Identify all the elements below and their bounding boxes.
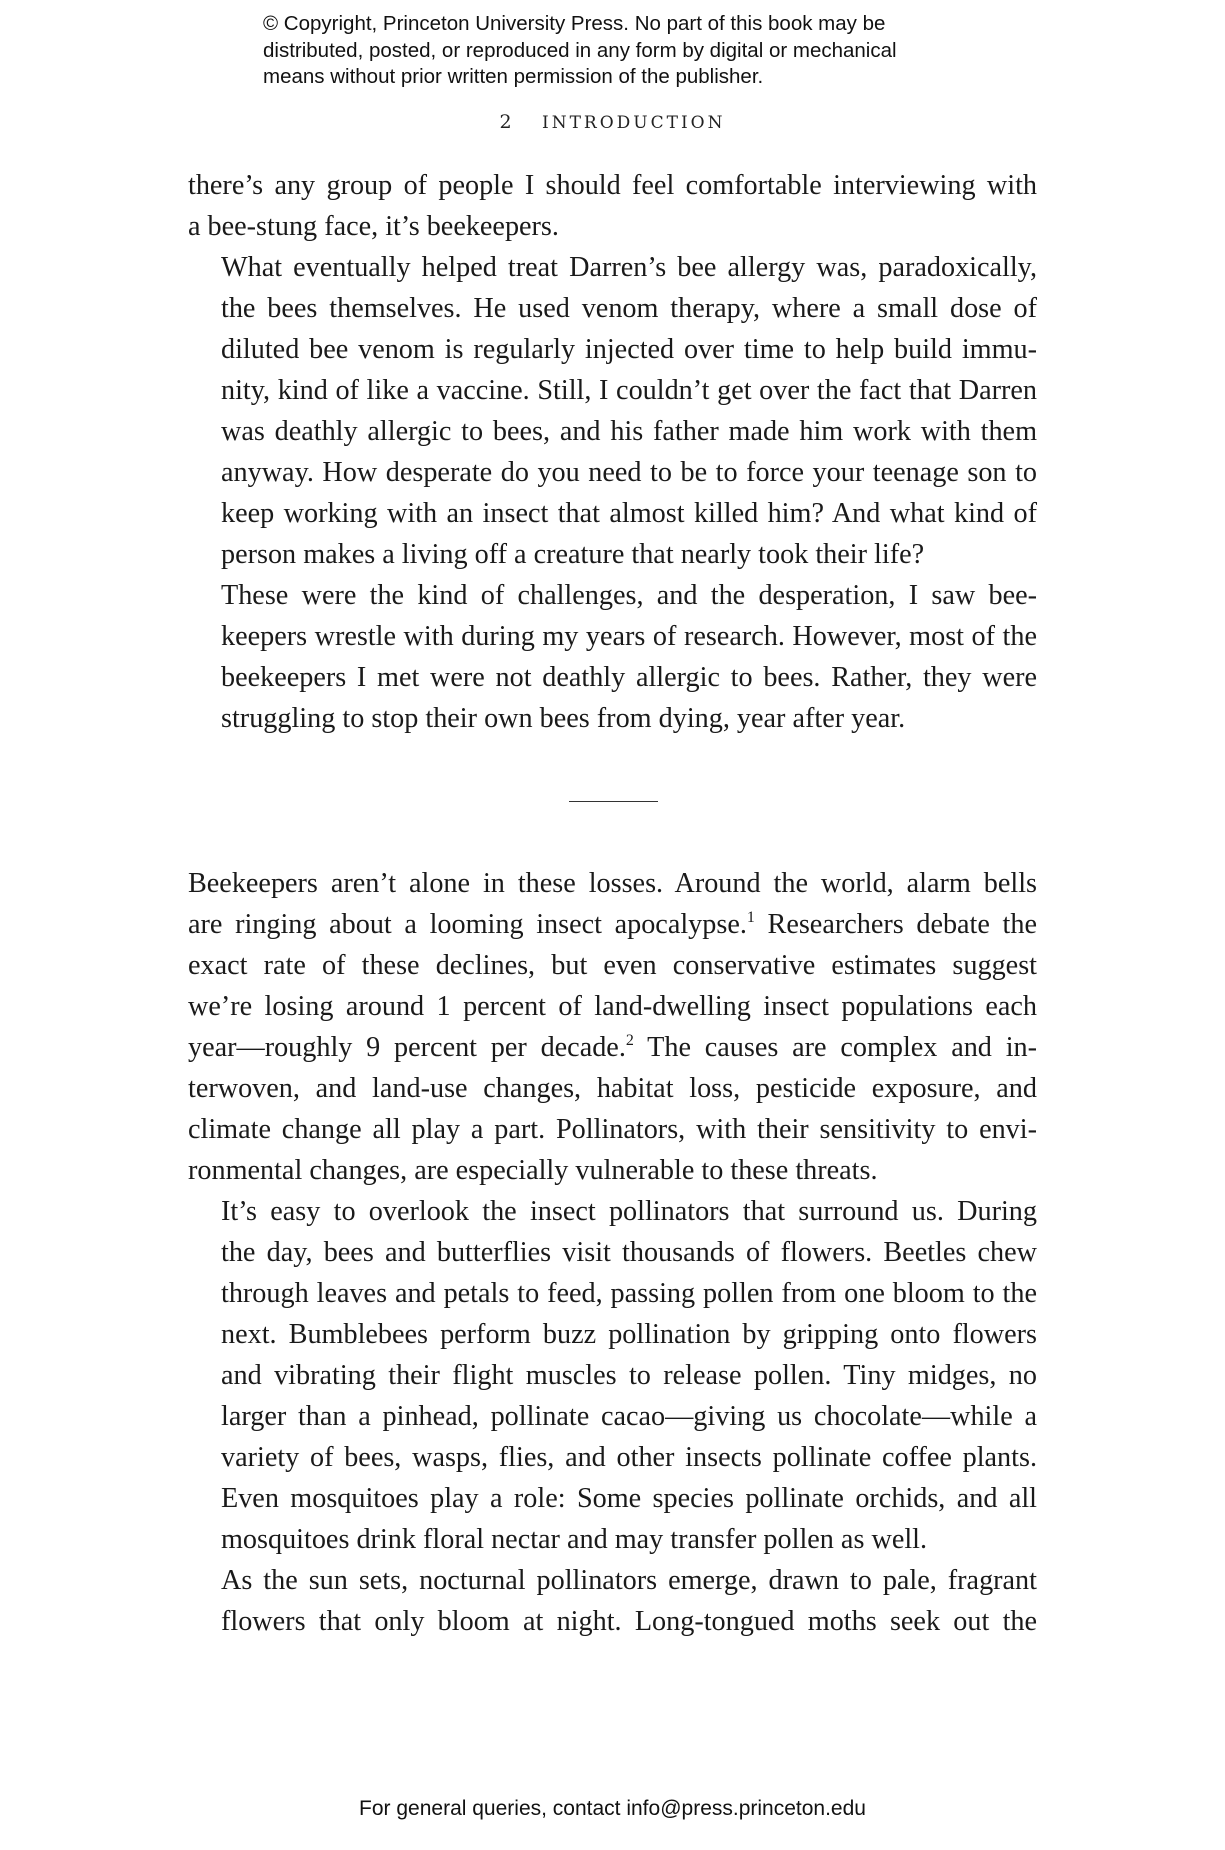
copyright-line: distributed, posted, or reproduced in any form by digital or mechanical	[263, 38, 897, 62]
text-line: mosquitoes drink floral nectar and may transfer pollen as well.	[221, 1524, 928, 1555]
text-line: Beekeepers aren’t alone in these losses. Around the world, alarm bells	[188, 868, 1037, 899]
section-1	[188, 165, 1037, 739]
text-line: variety of bees, wasps, flies, and other insects pollinate coffee plants.	[221, 1442, 1037, 1473]
text-line: diluted bee venom is regularly injected over time to help build immu-	[221, 334, 1037, 365]
text-line: Even mosquitoes play a role: Some species pollinate orchids, and all	[221, 1483, 1037, 1514]
text-line: nity, kind of like a vaccine. Still, I couldn’t get over the fact that Darren	[221, 375, 1037, 406]
text-line: terwoven, and land-use changes, habitat loss, pesticide exposure, and	[188, 1073, 1037, 1104]
text-line: keepers wrestle with during my years of research. However, most of the	[221, 621, 1037, 652]
text-line: beekeepers I met were not deathly allergic to bees. Rather, they were	[221, 662, 1037, 693]
text-line: we’re losing around 1 percent of land-dwelling insect populations each	[188, 991, 1037, 1022]
text-line: the bees themselves. He used venom therapy, where a small dose of	[221, 293, 1037, 324]
paragraph	[188, 1191, 1037, 1560]
text-line: climate change all play a part. Pollinators, with their sensitivity to envi-	[188, 1114, 1037, 1145]
text-line: exact rate of these declines, but even conservative estimates suggest	[188, 950, 1037, 981]
running-head	[0, 111, 1225, 133]
text-line: and vibrating their flight muscles to release pollen. Tiny midges, no	[221, 1360, 1037, 1391]
text-line: through leaves and petals to feed, passing pollen from one bloom to the	[221, 1278, 1037, 1309]
paragraph	[188, 575, 1037, 739]
paragraph	[188, 247, 1037, 575]
text-line: next. Bumblebees perform buzz pollination by gripping onto flowers	[221, 1319, 1037, 1350]
running-title: INTRODUCTION	[542, 113, 726, 133]
text-line: flowers that only bloom at night. Long-tongued moths seek out the	[221, 1606, 1037, 1637]
text-line: anyway. How desperate do you need to be to force your teenage son to	[221, 457, 1037, 488]
footnote-ref-1[interactable]: 1	[746, 909, 755, 926]
paragraph	[188, 1560, 1037, 1642]
section-2	[188, 863, 1037, 1642]
text-line: keep working with an insect that almost killed him? And what kind of	[221, 498, 1037, 529]
footnote-ref-2[interactable]: 2	[625, 1032, 634, 1049]
text-line: larger than a pinhead, pollinate cacao—giving us chocolate—while a	[221, 1401, 1037, 1432]
copyright-line: © Copyright, Princeton University Press. No part of this book may be	[263, 12, 886, 35]
page-number: 2	[499, 111, 512, 133]
copyright-notice	[263, 11, 1023, 91]
footer-contact: For general queries, contact info@press.princeton.edu	[359, 1797, 866, 1820]
text-line	[188, 904, 1037, 945]
text-fragment: The causes are complex and in-	[633, 1032, 1038, 1063]
text-fragment: are ringing about a looming insect apocalypse.	[188, 909, 747, 940]
text-line: there’s any group of people I should feel comfortable interviewing with	[188, 170, 1037, 201]
text-line: These were the kind of challenges, and the desperation, I saw bee-	[221, 580, 1037, 611]
text-line: the day, bees and butterflies visit thousands of flowers. Beetles chew	[221, 1237, 1037, 1268]
text-line: It’s easy to overlook the insect pollinators that surround us. During	[221, 1196, 1037, 1227]
paragraph	[188, 165, 1037, 247]
text-line: As the sun sets, nocturnal pollinators emerge, drawn to pale, fragrant	[221, 1565, 1037, 1596]
text-line: ronmental changes, are especially vulnerable to these threats.	[188, 1155, 878, 1186]
text-line: a bee-stung face, it’s beekeepers.	[188, 211, 559, 242]
paragraph	[188, 863, 1037, 1191]
text-fragment: Researchers debate the	[754, 909, 1037, 940]
text-line: was deathly allergic to bees, and his father made him work with them	[221, 416, 1037, 447]
text-line: struggling to stop their own bees from dying, year after year.	[221, 703, 906, 734]
text-fragment: year—roughly 9 percent per decade.	[188, 1032, 626, 1063]
section-divider	[569, 801, 658, 802]
text-line	[188, 1027, 1037, 1068]
text-line: What eventually helped treat Darren’s bee allergy was, paradoxically,	[221, 252, 1037, 283]
copyright-line: means without prior written permission of the publisher.	[263, 65, 764, 88]
text-line: person makes a living off a creature that nearly took their life?	[221, 539, 925, 570]
